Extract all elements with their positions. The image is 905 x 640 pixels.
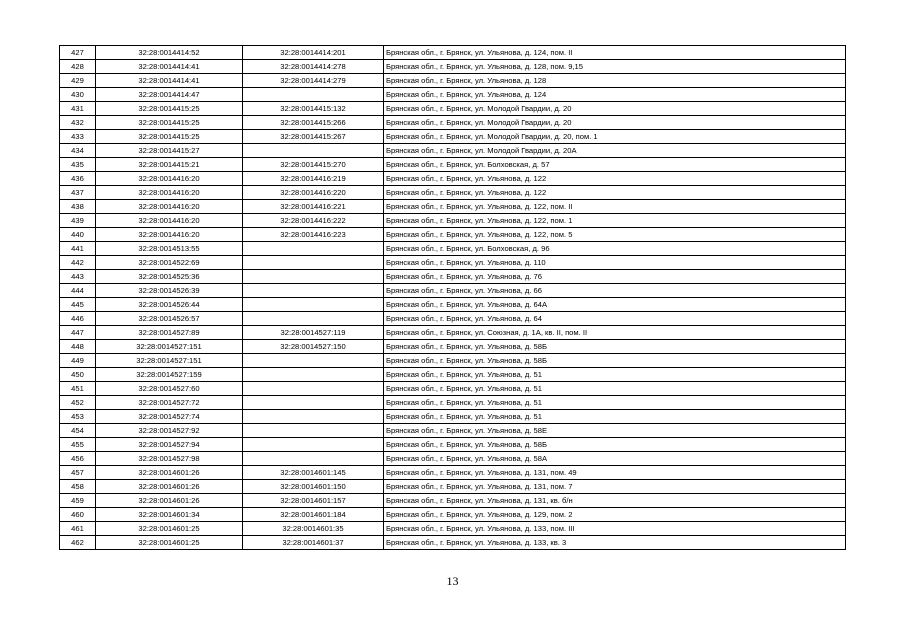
object-number-cell: 32:28:0014601:35 <box>243 522 384 536</box>
address-cell: Брянская обл., г. Брянск, ул. Ульянова, д. 122 <box>384 172 846 186</box>
address-cell: Брянская обл., г. Брянск, ул. Ульянова, д. 58Б <box>384 340 846 354</box>
cadastral-number-cell: 32:28:0014415:25 <box>96 102 243 116</box>
object-number-cell <box>243 256 384 270</box>
row-number-cell: 434 <box>60 144 96 158</box>
row-number-cell: 459 <box>60 494 96 508</box>
row-number-cell: 447 <box>60 326 96 340</box>
address-cell: Брянская обл., г. Брянск, ул. Ульянова, д. 58Б <box>384 354 846 368</box>
row-number-cell: 451 <box>60 382 96 396</box>
object-number-cell: 32:28:0014416:222 <box>243 214 384 228</box>
object-number-cell <box>243 312 384 326</box>
table-row <box>60 522 846 536</box>
row-number-cell: 441 <box>60 242 96 256</box>
address-cell: Брянская обл., г. Брянск, ул. Ульянова, д. 51 <box>384 410 846 424</box>
table-row <box>60 466 846 480</box>
object-number-cell: 32:28:0014415:266 <box>243 116 384 130</box>
cadastral-number-cell: 32:28:0014415:25 <box>96 130 243 144</box>
object-number-cell: 32:28:0014415:132 <box>243 102 384 116</box>
cadastral-number-cell: 32:28:0014601:34 <box>96 508 243 522</box>
address-cell: Брянская обл., г. Брянск, ул. Ульянова, д. 76 <box>384 270 846 284</box>
address-cell: Брянская обл., г. Брянск, ул. Союзная, д. 1А, кв. II, пом. II <box>384 326 846 340</box>
table-row <box>60 536 846 550</box>
object-number-cell <box>243 452 384 466</box>
table-row <box>60 256 846 270</box>
row-number-cell: 454 <box>60 424 96 438</box>
address-cell: Брянская обл., г. Брянск, ул. Ульянова, д. 122, пом. II <box>384 200 846 214</box>
object-number-cell <box>243 242 384 256</box>
table-row <box>60 298 846 312</box>
table-row <box>60 144 846 158</box>
cadastral-number-cell: 32:28:0014527:74 <box>96 410 243 424</box>
object-number-cell: 32:28:0014415:270 <box>243 158 384 172</box>
table-row <box>60 130 846 144</box>
row-number-cell: 456 <box>60 452 96 466</box>
cadastral-number-cell: 32:28:0014526:44 <box>96 298 243 312</box>
address-cell: Брянская обл., г. Брянск, ул. Ульянова, д. 124, пом. II <box>384 46 846 60</box>
object-number-cell <box>243 424 384 438</box>
table-row <box>60 60 846 74</box>
object-number-cell: 32:28:0014601:145 <box>243 466 384 480</box>
cadastral-number-cell: 32:28:0014527:98 <box>96 452 243 466</box>
row-number-cell: 452 <box>60 396 96 410</box>
address-cell: Брянская обл., г. Брянск, ул. Ульянова, д. 131, пом. 49 <box>384 466 846 480</box>
row-number-cell: 437 <box>60 186 96 200</box>
row-number-cell: 440 <box>60 228 96 242</box>
row-number-cell: 461 <box>60 522 96 536</box>
table-row <box>60 102 846 116</box>
row-number-cell: 443 <box>60 270 96 284</box>
cadastral-number-cell: 32:28:0014414:52 <box>96 46 243 60</box>
row-number-cell: 428 <box>60 60 96 74</box>
address-cell: Брянская обл., г. Брянск, ул. Ульянова, д. 51 <box>384 382 846 396</box>
row-number-cell: 436 <box>60 172 96 186</box>
table-row <box>60 354 846 368</box>
table-row <box>60 186 846 200</box>
address-cell: Брянская обл., г. Брянск, ул. Молодой Гвардии, д. 20А <box>384 144 846 158</box>
address-cell: Брянская обл., г. Брянск, ул. Болховская, д. 57 <box>384 158 846 172</box>
table-row <box>60 116 846 130</box>
row-number-cell: 433 <box>60 130 96 144</box>
cadastral-number-cell: 32:28:0014415:25 <box>96 116 243 130</box>
row-number-cell: 435 <box>60 158 96 172</box>
object-number-cell <box>243 438 384 452</box>
object-number-cell: 32:28:0014601:184 <box>243 508 384 522</box>
object-number-cell: 32:28:0014414:201 <box>243 46 384 60</box>
cadastral-number-cell: 32:28:0014527:151 <box>96 354 243 368</box>
table-row <box>60 438 846 452</box>
table-row <box>60 312 846 326</box>
row-number-cell: 462 <box>60 536 96 550</box>
row-number-cell: 438 <box>60 200 96 214</box>
address-cell: Брянская обл., г. Брянск, ул. Ульянова, д. 133, кв. 3 <box>384 536 846 550</box>
cadastral-number-cell: 32:28:0014601:26 <box>96 480 243 494</box>
table-row <box>60 424 846 438</box>
cadastral-number-cell: 32:28:0014527:94 <box>96 438 243 452</box>
cadastral-number-cell: 32:28:0014601:25 <box>96 536 243 550</box>
object-number-cell <box>243 144 384 158</box>
row-number-cell: 453 <box>60 410 96 424</box>
table-row <box>60 200 846 214</box>
cadastral-number-cell: 32:28:0014526:39 <box>96 284 243 298</box>
address-cell: Брянская обл., г. Брянск, ул. Ульянова, д. 122 <box>384 186 846 200</box>
cadastral-number-cell: 32:28:0014601:26 <box>96 466 243 480</box>
object-number-cell: 32:28:0014414:279 <box>243 74 384 88</box>
row-number-cell: 455 <box>60 438 96 452</box>
cadastral-number-cell: 32:28:0014526:57 <box>96 312 243 326</box>
address-cell: Брянская обл., г. Брянск, ул. Молодой Гвардии, д. 20 <box>384 102 846 116</box>
cadastral-number-cell: 32:28:0014601:26 <box>96 494 243 508</box>
row-number-cell: 429 <box>60 74 96 88</box>
object-number-cell: 32:28:0014601:150 <box>243 480 384 494</box>
table-row <box>60 410 846 424</box>
object-number-cell <box>243 284 384 298</box>
cadastral-number-cell: 32:28:0014527:151 <box>96 340 243 354</box>
address-cell: Брянская обл., г. Брянск, ул. Ульянова, д. 64А <box>384 298 846 312</box>
address-cell: Брянская обл., г. Брянск, ул. Ульянова, д. 58Е <box>384 424 846 438</box>
table-row <box>60 396 846 410</box>
object-number-cell: 32:28:0014601:157 <box>243 494 384 508</box>
object-number-cell: 32:28:0014416:223 <box>243 228 384 242</box>
row-number-cell: 442 <box>60 256 96 270</box>
table-row <box>60 508 846 522</box>
table-row <box>60 74 846 88</box>
address-cell: Брянская обл., г. Брянск, ул. Молодой Гвардии, д. 20 <box>384 116 846 130</box>
cadastral-number-cell: 32:28:0014416:20 <box>96 214 243 228</box>
address-cell: Брянская обл., г. Брянск, ул. Молодой Гвардии, д. 20, пом. 1 <box>384 130 846 144</box>
object-number-cell: 32:28:0014527:150 <box>243 340 384 354</box>
cadastral-number-cell: 32:28:0014527:89 <box>96 326 243 340</box>
cadastral-number-cell: 32:28:0014416:20 <box>96 172 243 186</box>
table-row <box>60 228 846 242</box>
cadastral-number-cell: 32:28:0014416:20 <box>96 200 243 214</box>
page-number: 13 <box>446 574 459 588</box>
table-row <box>60 172 846 186</box>
cadastral-number-cell: 32:28:0014525:36 <box>96 270 243 284</box>
cadastral-number-cell: 32:28:0014601:25 <box>96 522 243 536</box>
cadastral-number-cell: 32:28:0014415:21 <box>96 158 243 172</box>
row-number-cell: 448 <box>60 340 96 354</box>
object-number-cell: 32:28:0014527:119 <box>243 326 384 340</box>
table-row <box>60 494 846 508</box>
address-cell: Брянская обл., г. Брянск, ул. Ульянова, д. 131, пом. 7 <box>384 480 846 494</box>
address-cell: Брянская обл., г. Брянск, ул. Ульянова, д. 129, пом. 2 <box>384 508 846 522</box>
table-row <box>60 214 846 228</box>
cadastral-number-cell: 32:28:0014416:20 <box>96 186 243 200</box>
row-number-cell: 432 <box>60 116 96 130</box>
cadastral-number-cell: 32:28:0014415:27 <box>96 144 243 158</box>
row-number-cell: 439 <box>60 214 96 228</box>
object-number-cell <box>243 298 384 312</box>
cadastral-number-cell: 32:28:0014416:20 <box>96 228 243 242</box>
row-number-cell: 457 <box>60 466 96 480</box>
object-number-cell: 32:28:0014416:221 <box>243 200 384 214</box>
registry-table-body <box>60 46 846 550</box>
row-number-cell: 445 <box>60 298 96 312</box>
table-row <box>60 158 846 172</box>
table-row <box>60 46 846 60</box>
object-number-cell: 32:28:0014416:220 <box>243 186 384 200</box>
address-cell: Брянская обл., г. Брянск, ул. Ульянова, д. 128, пом. 9,15 <box>384 60 846 74</box>
address-cell: Брянская обл., г. Брянск, ул. Ульянова, д. 110 <box>384 256 846 270</box>
row-number-cell: 449 <box>60 354 96 368</box>
cadastral-number-cell: 32:28:0014414:41 <box>96 74 243 88</box>
cadastral-number-cell: 32:28:0014522:69 <box>96 256 243 270</box>
table-row <box>60 88 846 102</box>
table-row <box>60 340 846 354</box>
table-row <box>60 368 846 382</box>
address-cell: Брянская обл., г. Брянск, ул. Ульянова, д. 51 <box>384 368 846 382</box>
address-cell: Брянская обл., г. Брянск, ул. Ульянова, д. 122, пом. 1 <box>384 214 846 228</box>
cadastral-number-cell: 32:28:0014414:41 <box>96 60 243 74</box>
object-number-cell: 32:28:0014415:267 <box>243 130 384 144</box>
address-cell: Брянская обл., г. Брянск, ул. Ульянова, д. 128 <box>384 74 846 88</box>
address-cell: Брянская обл., г. Брянск, ул. Ульянова, д. 133, пом. III <box>384 522 846 536</box>
cadastral-number-cell: 32:28:0014527:159 <box>96 368 243 382</box>
table-row <box>60 326 846 340</box>
table-row <box>60 382 846 396</box>
address-cell: Брянская обл., г. Брянск, ул. Болховская, д. 96 <box>384 242 846 256</box>
cadastral-number-cell: 32:28:0014513:55 <box>96 242 243 256</box>
object-number-cell <box>243 88 384 102</box>
row-number-cell: 458 <box>60 480 96 494</box>
address-cell: Брянская обл., г. Брянск, ул. Ульянова, д. 58Б <box>384 438 846 452</box>
address-cell: Брянская обл., г. Брянск, ул. Ульянова, д. 58А <box>384 452 846 466</box>
row-number-cell: 450 <box>60 368 96 382</box>
cadastral-number-cell: 32:28:0014527:92 <box>96 424 243 438</box>
object-number-cell: 32:28:0014601:37 <box>243 536 384 550</box>
object-number-cell <box>243 354 384 368</box>
cadastral-number-cell: 32:28:0014527:72 <box>96 396 243 410</box>
table-row <box>60 270 846 284</box>
object-number-cell <box>243 382 384 396</box>
registry-table <box>59 45 846 550</box>
object-number-cell <box>243 410 384 424</box>
cadastral-number-cell: 32:28:0014527:60 <box>96 382 243 396</box>
address-cell: Брянская обл., г. Брянск, ул. Ульянова, д. 122, пом. 5 <box>384 228 846 242</box>
object-number-cell <box>243 368 384 382</box>
row-number-cell: 427 <box>60 46 96 60</box>
table-row <box>60 284 846 298</box>
row-number-cell: 430 <box>60 88 96 102</box>
row-number-cell: 446 <box>60 312 96 326</box>
address-cell: Брянская обл., г. Брянск, ул. Ульянова, д. 64 <box>384 312 846 326</box>
row-number-cell: 444 <box>60 284 96 298</box>
address-cell: Брянская обл., г. Брянск, ул. Ульянова, д. 131, кв. б/н <box>384 494 846 508</box>
table-row <box>60 480 846 494</box>
address-cell: Брянская обл., г. Брянск, ул. Ульянова, д. 66 <box>384 284 846 298</box>
object-number-cell: 32:28:0014414:278 <box>243 60 384 74</box>
address-cell: Брянская обл., г. Брянск, ул. Ульянова, д. 124 <box>384 88 846 102</box>
table-row <box>60 242 846 256</box>
table-row <box>60 452 846 466</box>
cadastral-number-cell: 32:28:0014414:47 <box>96 88 243 102</box>
row-number-cell: 460 <box>60 508 96 522</box>
object-number-cell <box>243 270 384 284</box>
object-number-cell <box>243 396 384 410</box>
object-number-cell: 32:28:0014416:219 <box>243 172 384 186</box>
address-cell: Брянская обл., г. Брянск, ул. Ульянова, д. 51 <box>384 396 846 410</box>
row-number-cell: 431 <box>60 102 96 116</box>
